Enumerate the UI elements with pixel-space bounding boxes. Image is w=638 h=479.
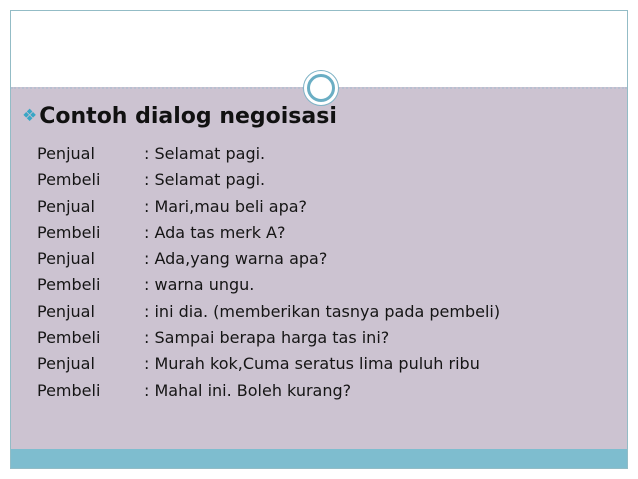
slide-bottom-band: [11, 449, 627, 468]
dialog-line: [37, 167, 500, 193]
dialog-utterance: : Selamat pagi.: [144, 170, 266, 190]
dialog-line: [37, 378, 500, 404]
dialog-line: [37, 220, 500, 246]
dialog-speaker: Pembeli: [37, 380, 101, 400]
dialog-speaker: Penjual: [37, 196, 95, 216]
dialog-utterance: : Sampai berapa harga tas ini?: [144, 328, 390, 348]
dialog-utterance: : Murah kok,Cuma seratus lima puluh ribu: [144, 354, 480, 374]
dialog-speaker: Pembeli: [37, 328, 101, 348]
dialog-speaker: Pembeli: [37, 170, 101, 190]
dialog-speaker: Penjual: [37, 354, 95, 374]
slide-title-text: Contoh dialog negoisasi: [39, 104, 337, 129]
dialog-speaker: Penjual: [37, 301, 95, 321]
dialog-line: [37, 299, 500, 325]
dialog-utterance: : Mari,mau beli apa?: [144, 196, 308, 216]
dialog-line: [37, 351, 500, 377]
dialog-line: [37, 194, 500, 220]
dialog-utterance: : Ada,yang warna apa?: [144, 249, 328, 269]
dialog-speaker: Pembeli: [37, 275, 101, 295]
slide-title: [22, 104, 337, 129]
dialog-speaker: Penjual: [37, 144, 95, 163]
dialog-utterance: : ini dia. (memberikan tasnya pada pembeli): [144, 301, 501, 321]
dialog-line: [37, 325, 500, 351]
dialog-list: [37, 141, 500, 404]
dialog-utterance: : Mahal ini. Boleh kurang?: [144, 380, 352, 400]
dialog-line: [37, 246, 500, 272]
dialog-utterance: : Selamat pagi.: [144, 144, 266, 163]
circle-ornament-icon: [303, 70, 339, 106]
dialog-speaker: Penjual: [37, 249, 95, 269]
dialog-line: [37, 272, 500, 298]
diamond-bullet-icon: ❖: [22, 106, 38, 126]
circle-ornament-inner: [307, 74, 335, 102]
dialog-utterance: : Ada tas merk A?: [144, 222, 286, 242]
dialog-utterance: : warna ungu.: [144, 275, 255, 295]
dialog-speaker: Pembeli: [37, 222, 101, 242]
dialog-line: [37, 141, 500, 167]
